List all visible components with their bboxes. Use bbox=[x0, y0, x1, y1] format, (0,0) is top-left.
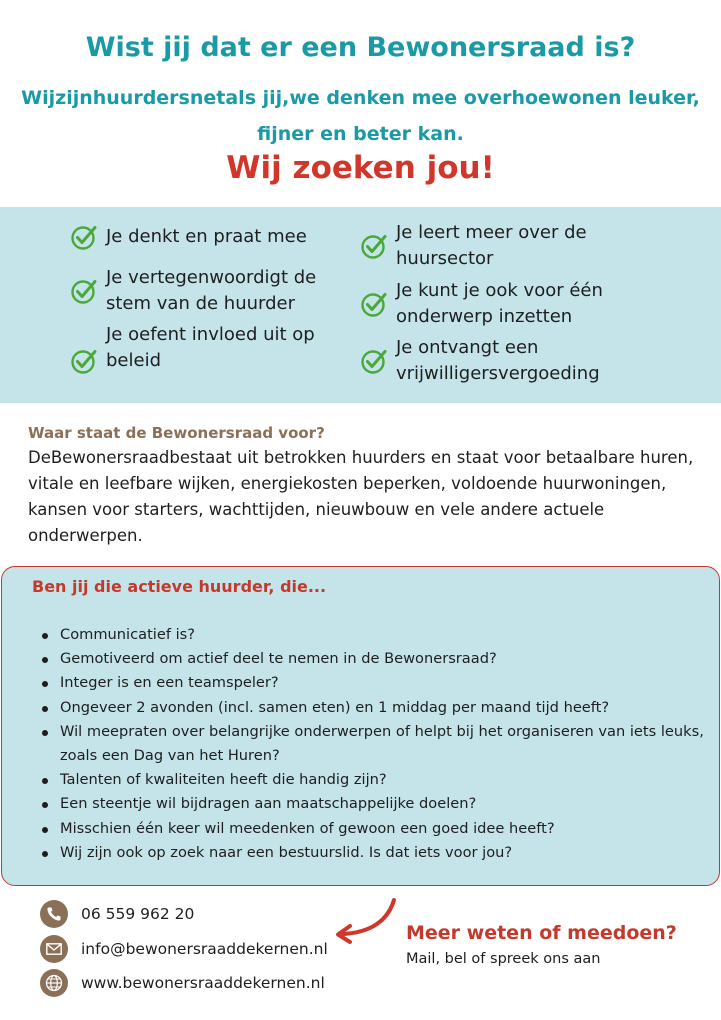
benefit-item bbox=[360, 335, 650, 387]
tagline: Wij zoeken jou! bbox=[226, 150, 495, 186]
website-url: www.bewonersraaddekernen.nl bbox=[81, 974, 325, 992]
seek-panel bbox=[1, 566, 720, 886]
list-item: Ongeveer 2 avonden (incl. samen eten) en 1 middag per maand tijd heeft? bbox=[40, 696, 710, 720]
about-body: DeBewonersraadbestaat uit betrokken huurders en staat voor betaalbare huren, vitale en leefbare wijken, energiekosten beperken, voldoende huurwoningen, kansen voor starters, wachttijden, nieuwbouw en vele andere actuele onderwerpen. bbox=[28, 448, 694, 545]
cta-subtext: Mail, bel of spreek ons aan bbox=[406, 951, 601, 967]
list-item: Integer is en een teamspeler? bbox=[40, 671, 710, 695]
benefit-item bbox=[360, 278, 630, 330]
phone-number: 06 559 962 20 bbox=[81, 905, 195, 923]
page-subtitle: Wijzijnhuurdersnetals jij,we denken mee overhoewonen leuker, fijner en beter kan. bbox=[21, 87, 700, 145]
list-item: Talenten of kwaliteiten heeft die handig zijn? bbox=[40, 768, 710, 792]
list-item: Communicatief is? bbox=[40, 623, 710, 647]
benefit-text: Je kunt je ook voor één onderwerp inzetten bbox=[396, 280, 603, 327]
seek-list bbox=[40, 623, 710, 865]
benefit-text: Je ontvangt een vrijwilligersvergoeding bbox=[396, 337, 600, 384]
check-circle-icon bbox=[70, 347, 98, 375]
benefit-text: Je denkt en praat mee bbox=[106, 226, 307, 247]
curved-arrow-icon bbox=[330, 896, 402, 948]
check-circle-icon bbox=[360, 290, 388, 318]
check-circle-icon bbox=[360, 347, 388, 375]
phone-icon bbox=[40, 900, 68, 928]
check-circle-icon bbox=[70, 223, 98, 251]
contact-phone[interactable] bbox=[40, 900, 194, 928]
globe-icon bbox=[40, 969, 68, 997]
benefits-panel bbox=[0, 207, 721, 403]
benefit-item bbox=[360, 220, 630, 272]
list-item: Wil meepraten over belangrijke onderwerpen of helpt bij het organiseren van iets leuks, zoals een Dag van het Huren? bbox=[40, 720, 710, 768]
envelope-icon bbox=[40, 935, 68, 963]
benefit-text: Je oefent invloed uit op beleid bbox=[106, 324, 315, 371]
benefit-item bbox=[70, 223, 330, 251]
contact-email[interactable] bbox=[40, 935, 328, 963]
benefit-item bbox=[70, 265, 340, 317]
contact-website[interactable] bbox=[40, 969, 325, 997]
benefit-text: Je leert meer over de huursector bbox=[396, 222, 587, 269]
email-address: info@bewonersraaddekernen.nl bbox=[81, 940, 328, 958]
benefit-text: Je vertegenwoordigt de stem van de huurder bbox=[106, 267, 317, 314]
page-title: Wist jij dat er een Bewonersraad is? bbox=[85, 32, 636, 63]
list-item: Een steentje wil bijdragen aan maatschappelijke doelen? bbox=[40, 792, 710, 816]
check-circle-icon bbox=[70, 277, 98, 305]
list-item: Misschien één keer wil meedenken of gewoon een goed idee heeft? bbox=[40, 817, 710, 841]
seek-heading: Ben jij die actieve huurder, die... bbox=[32, 577, 327, 596]
check-circle-icon bbox=[360, 232, 388, 260]
cta-heading: Meer weten of meedoen? bbox=[406, 922, 677, 944]
benefit-item bbox=[70, 321, 340, 375]
list-item: Wij zijn ook op zoek naar een bestuurslid. Is dat iets voor jou? bbox=[40, 841, 710, 865]
list-item: Gemotiveerd om actief deel te nemen in de Bewonersraad? bbox=[40, 647, 710, 671]
about-heading: Waar staat de Bewonersraad voor? bbox=[28, 424, 325, 442]
